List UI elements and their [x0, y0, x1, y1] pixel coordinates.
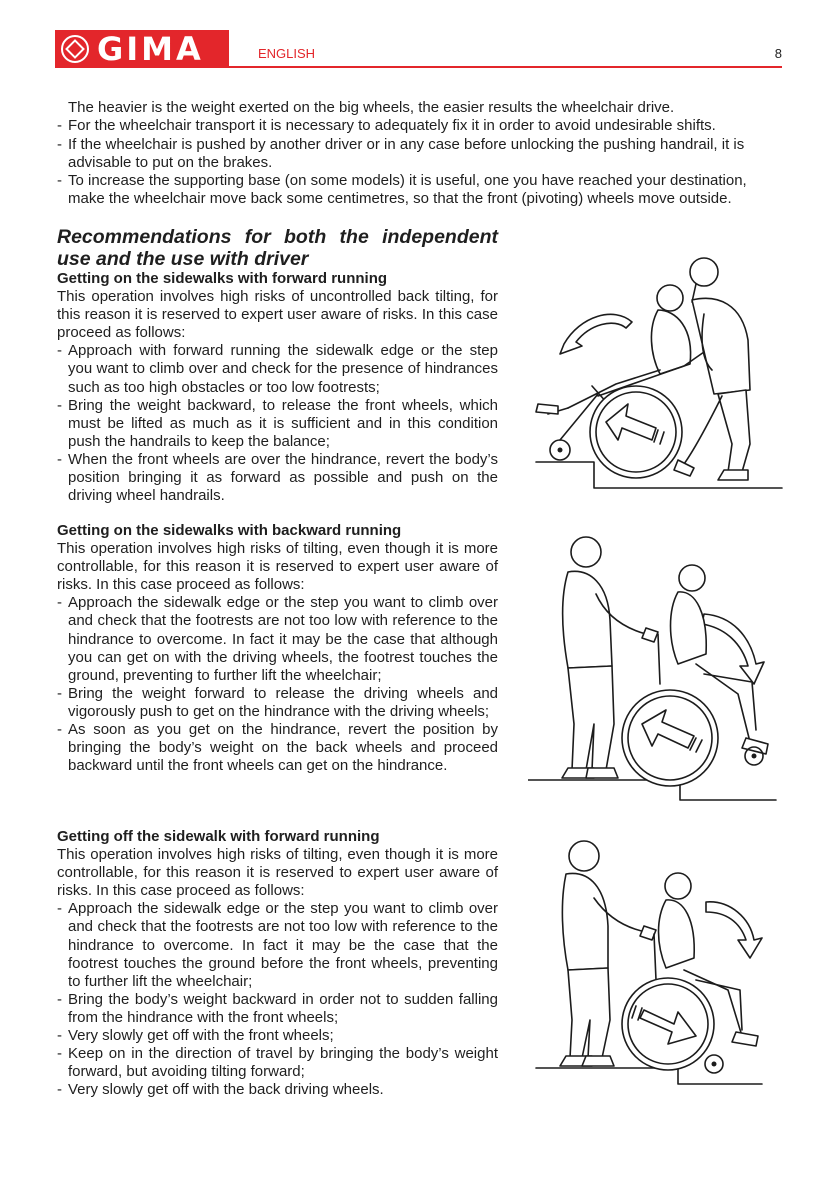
occupant-head: [665, 873, 691, 899]
list-item: - When the front wheels are over the hindrance, revert the body’s position bringing it as forward as possible and push on the driving wheel handrails.: [57, 451, 498, 505]
list-item: - If the wheelchair is pushed by another driver or in any case before unlocking the pushing handrail, it is advisable to put on the brakes.: [57, 136, 785, 173]
driver-head: [690, 258, 718, 286]
language-label: ENGLISH: [258, 46, 316, 61]
list-item: - Approach the sidewalk edge or the step you want to climb over and check that the footrests are not too low with reference to the hindrance to overcome. In fact it may be the case that the footrest touches the ground before the front wheels, preventing to further lift the wheelchair;: [57, 900, 498, 990]
page-header: [0, 0, 839, 72]
list-item: - Bring the weight backward, to release the front wheels, which must be lifted as much as it is sufficient and in this condition push the handrails to keep the balance;: [57, 397, 498, 451]
list-item: - Approach with forward running the sidewalk edge or the step you want to climb over and check for the presence of hindrances such as too high obstacles or too low footrests;: [57, 342, 498, 396]
list-item: - Keep on in the direction of travel by bringing the body’s weight forward, but avoiding tilting forward;: [57, 1045, 498, 1081]
driver-torso: [563, 571, 612, 668]
subsection-list: [57, 900, 498, 1099]
section-forward-down: [57, 828, 498, 1099]
list-item: - To increase the supporting base (on some models) it is useful, one you have reached your destination, make the wheelchair move back some centimetres, so that the front (pivoting) wheels move outside.: [57, 172, 785, 209]
section-backward-up: [57, 522, 498, 775]
occupant-head: [679, 565, 705, 591]
list-item: - Very slowly get off with the back driving wheels.: [57, 1081, 498, 1099]
subsection-heading: Getting off the sidewalk with forward running: [57, 828, 380, 845]
list-item: - For the wheelchair transport it is necessary to adequately fix it in order to avoid undesirable shifts.: [57, 117, 785, 135]
driver-torso: [562, 873, 608, 970]
header-rule: [229, 66, 782, 68]
subsection-intro: This operation involves high risks of uncontrolled back tilting, for this reason it is reserved to expert user aware of risks. In this case proceed as follows:: [57, 288, 498, 342]
list-item: - Bring the body’s weight backward in order not to sudden falling from the hindrance with the front wheels;: [57, 991, 498, 1027]
gima-emblem-icon: [61, 35, 89, 63]
subsection-intro: This operation involves high risks of tilting, even though it is more controllable, for this reason it is reserved to expert user aware of risks. In this case proceed as follows:: [57, 846, 498, 900]
intro-block: [57, 99, 785, 209]
driver-head: [571, 537, 601, 567]
section-forward-up: [57, 226, 498, 505]
page-number: 8: [774, 46, 782, 61]
subsection-heading: Getting on the sidewalks with backward running: [57, 522, 402, 539]
occupant-head: [657, 285, 683, 311]
illustration-descend-forward: [528, 830, 784, 1086]
section-title: Recommendations for both the independent use and the use with driver: [57, 226, 498, 270]
list-item: - As soon as you get on the hindrance, revert the position by bringing the body’s weight on the back wheels and proceed backward until the front wheels can get on the hindrance.: [57, 721, 498, 775]
list-item: - Approach the sidewalk edge or the step you want to climb over and check that the footrests are not too low with reference to the hindrance to overcome. In fact it may be the case that although you can get on with the driving wheels, the footrest touches the ground, preventing to further lift the wheelchair;: [57, 594, 498, 684]
subsection-list: [57, 594, 498, 775]
illustration-climb-forward: [528, 244, 784, 492]
driver-torso: [692, 298, 750, 394]
list-item: - Bring the weight forward to release the driving wheels and vigorously push to get on the hindrance with the driving wheels;: [57, 685, 498, 721]
list-item: - Very slowly get off with the front wheels;: [57, 1027, 498, 1045]
intro-continuation: The heavier is the weight exerted on the big wheels, the easier results the wheelchair drive.: [68, 99, 675, 116]
subsection-list: [57, 342, 498, 505]
illustration-climb-backward: [528, 524, 784, 804]
gima-logo: [55, 30, 229, 68]
intro-list: [57, 117, 785, 208]
subsection-heading: Getting on the sidewalks with forward running: [57, 270, 388, 287]
brand-name: GIMA: [97, 30, 204, 68]
subsection-intro: This operation involves high risks of tilting, even though it is more controllable, for this reason it is reserved to expert user aware of risks. In this case proceed as follows:: [57, 540, 498, 594]
driver-head: [569, 841, 599, 871]
